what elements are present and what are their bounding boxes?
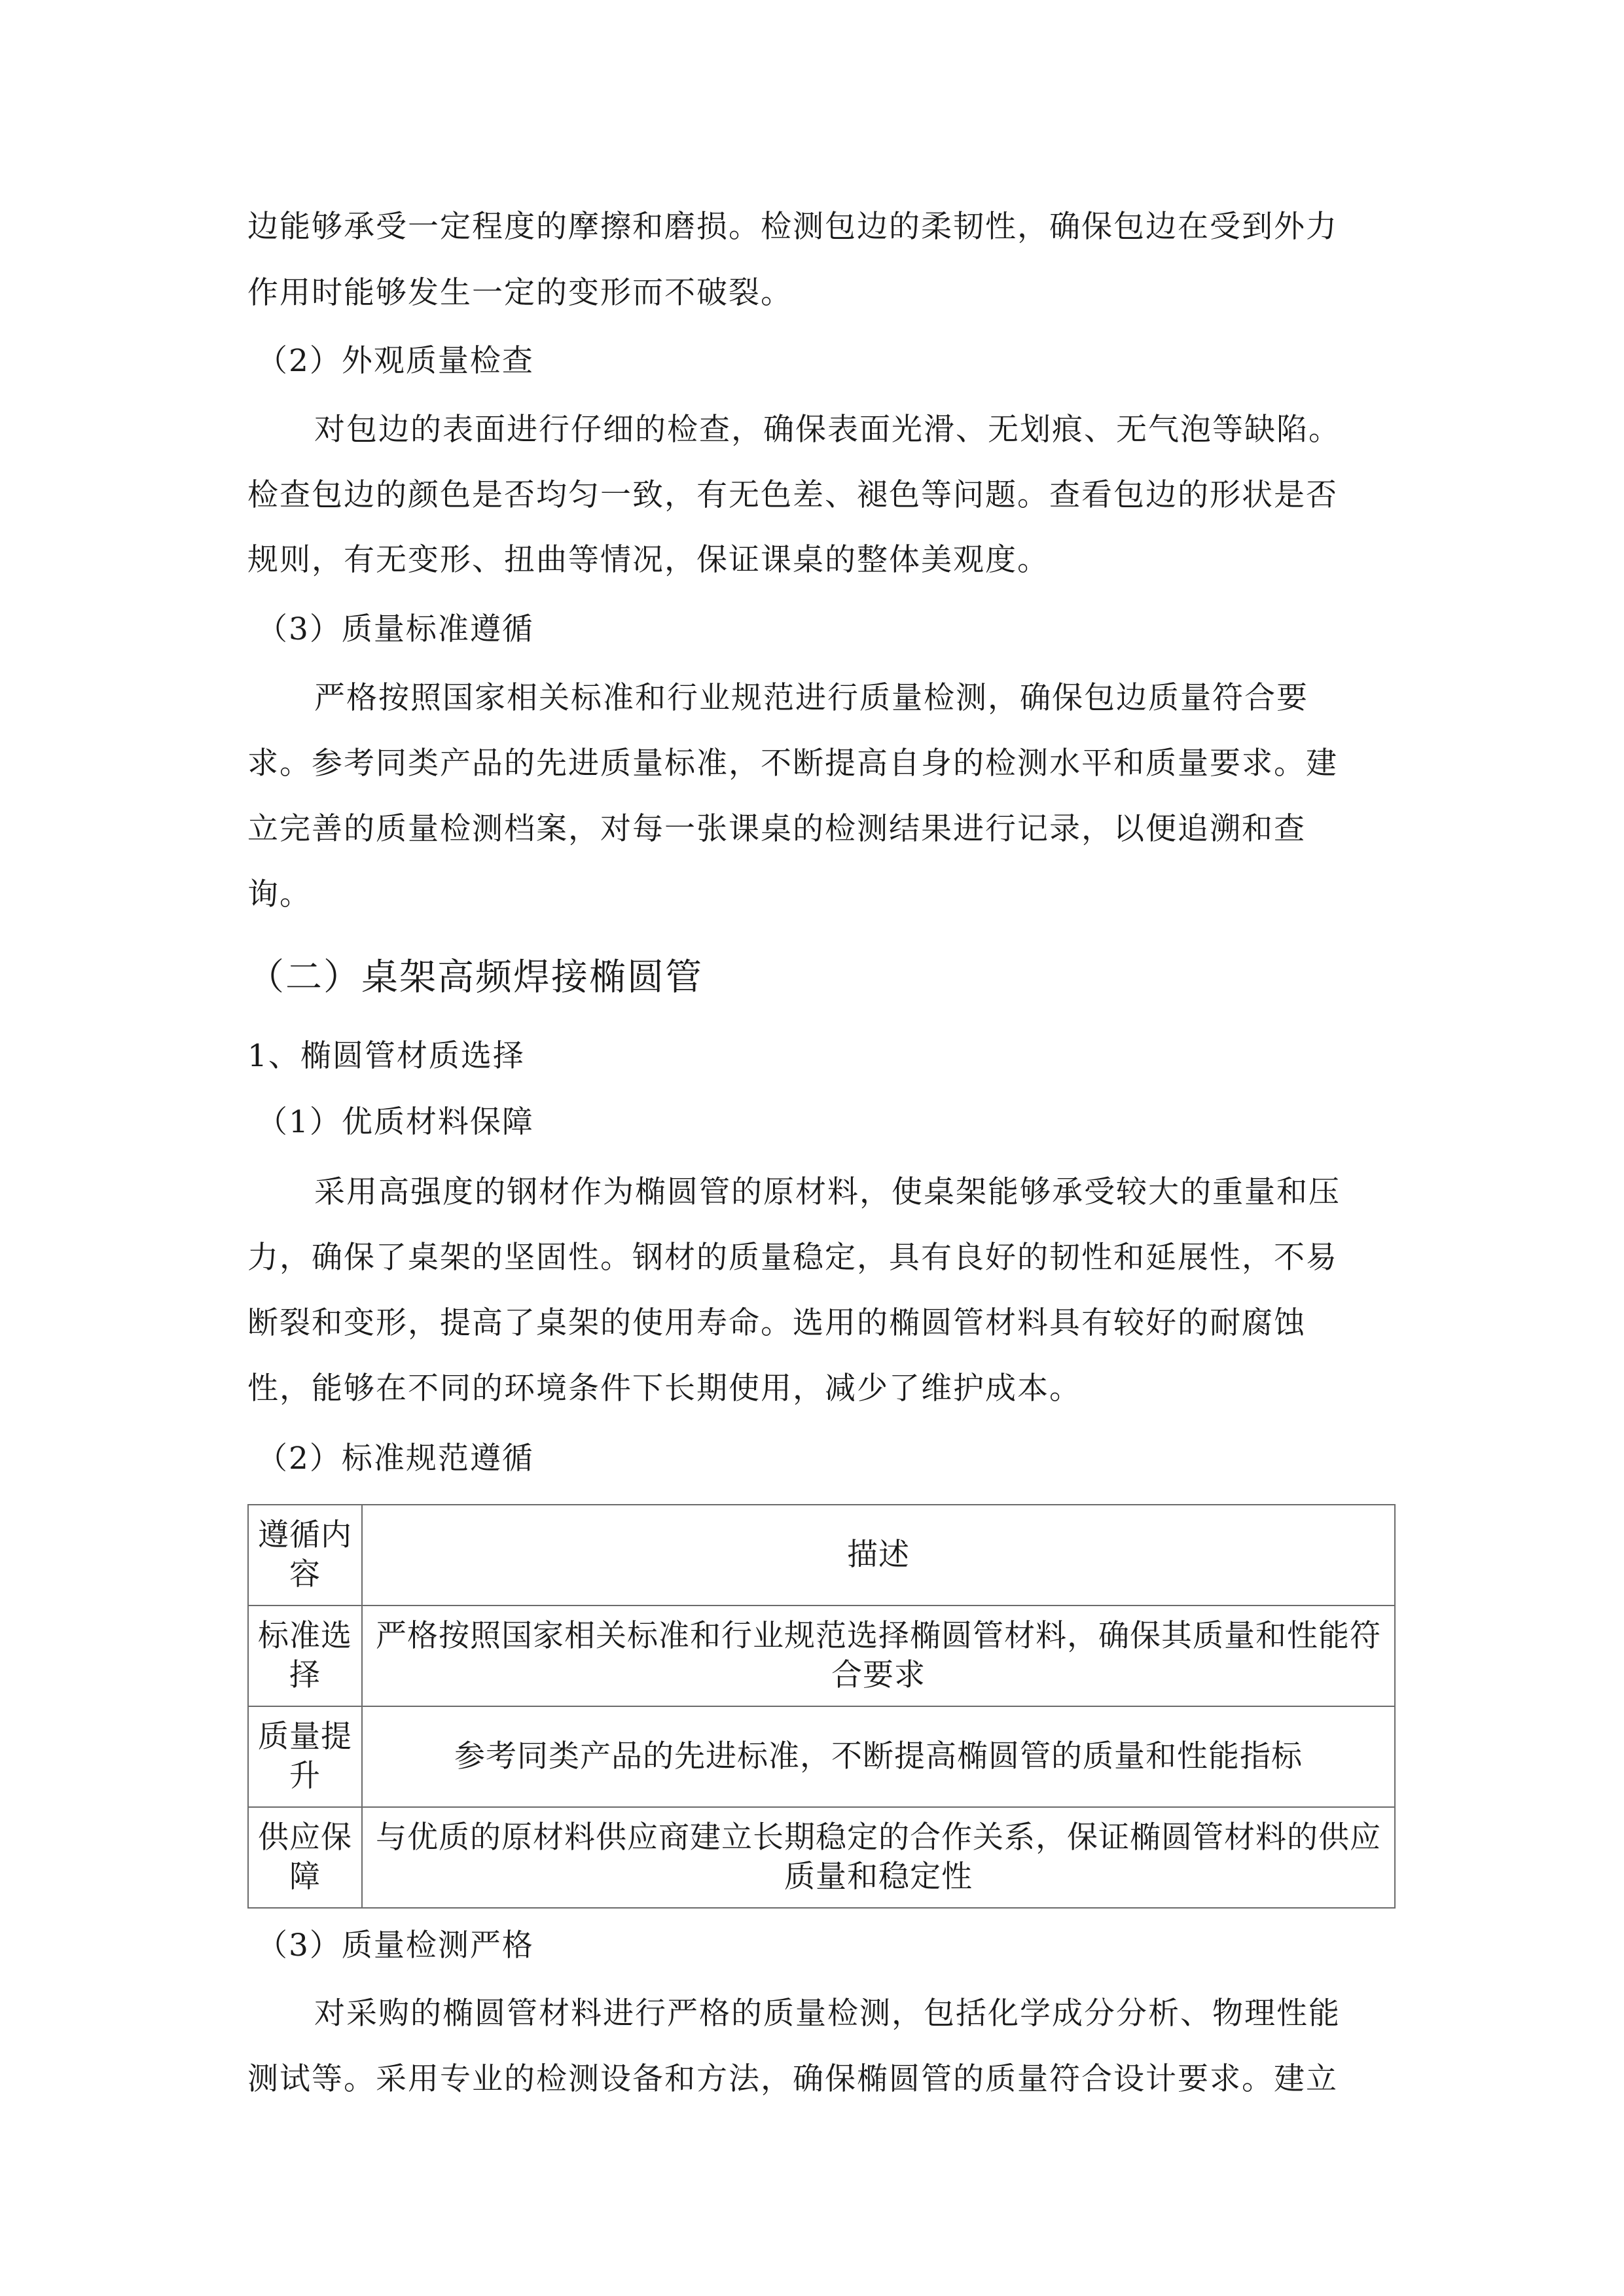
paragraph-line: 对包边的表面进行仔细的检查，确保表面光滑、无划痕、无气泡等缺陷。: [314, 412, 1341, 448]
table-header-cell: 描述: [362, 1505, 1395, 1605]
paragraph-line: 检查包边的颜色是否均匀一致，有无色差、褪色等问题。查看包边的形状是否: [247, 477, 1338, 513]
paragraph-line: 性，能够在不同的环境条件下长期使用，减少了维护成本。: [247, 1371, 1081, 1407]
table-cell-description: 与优质的原材料供应商建立长期稳定的合作关系，保证椭圆管材料的供应质量和稳定性: [362, 1807, 1395, 1908]
subheading-material-selection: 1、椭圆管材质选择: [247, 1038, 525, 1074]
paragraph-line: 询。: [247, 876, 312, 912]
table-row: [248, 1605, 1395, 1706]
subheading-appearance-check: （2）外观质量检查: [257, 343, 534, 379]
subheading-quality-material: （1）优质材料保障: [257, 1104, 534, 1140]
table-cell-item: 供应保障: [248, 1807, 362, 1908]
subheading-norms-compliance: （2）标准规范遵循: [257, 1441, 534, 1477]
paragraph-line: 求。参考同类产品的先进质量标准，不断提高自身的检测水平和质量要求。建: [247, 745, 1338, 781]
compliance-table: [247, 1504, 1396, 1909]
paragraph-line: 作用时能够发生一定的变形而不破裂。: [247, 275, 793, 311]
paragraph-line: 力，确保了桌架的坚固性。钢材的质量稳定，具有良好的韧性和延展性，不易: [247, 1240, 1338, 1276]
table-header-cell: 遵循内容: [248, 1505, 362, 1605]
paragraph-line: 断裂和变形，提高了桌架的使用寿命。选用的椭圆管材料具有较好的耐腐蚀: [247, 1305, 1306, 1341]
paragraph-line: 采用高强度的钢材作为椭圆管的原材料，使桌架能够承受较大的重量和压: [314, 1174, 1341, 1210]
paragraph-line: 规则，有无变形、扭曲等情况，保证课桌的整体美观度。: [247, 542, 1049, 578]
subheading-strict-inspection: （3）质量检测严格: [257, 1928, 534, 1964]
table-cell-description: 严格按照国家相关标准和行业规范选择椭圆管材料，确保其质量和性能符合要求: [362, 1605, 1395, 1706]
table-row: [248, 1706, 1395, 1807]
table-cell-description: 参考同类产品的先进标准，不断提高椭圆管的质量和性能指标: [362, 1706, 1395, 1807]
table-header-row: [248, 1505, 1395, 1605]
subheading-standard-compliance: （3）质量标准遵循: [257, 611, 534, 647]
paragraph-line: 对采购的椭圆管材料进行严格的质量检测，包括化学成分分析、物理性能: [314, 1996, 1341, 2032]
table-row: [248, 1807, 1395, 1908]
table-cell-item: 质量提升: [248, 1706, 362, 1807]
table-cell-item: 标准选择: [248, 1605, 362, 1706]
paragraph-line: 边能够承受一定程度的摩擦和磨损。检测包边的柔韧性，确保包边在受到外力: [247, 209, 1338, 245]
paragraph-line: 严格按照国家相关标准和行业规范进行质量检测，确保包边质量符合要: [314, 680, 1308, 716]
section-title: （二）桌架高频焊接椭圆管: [247, 956, 703, 999]
paragraph-line: 立完善的质量检测档案，对每一张课桌的检测结果进行记录，以便追溯和查: [247, 811, 1306, 847]
paragraph-line: 测试等。采用专业的检测设备和方法，确保椭圆管的质量符合设计要求。建立: [247, 2061, 1338, 2097]
